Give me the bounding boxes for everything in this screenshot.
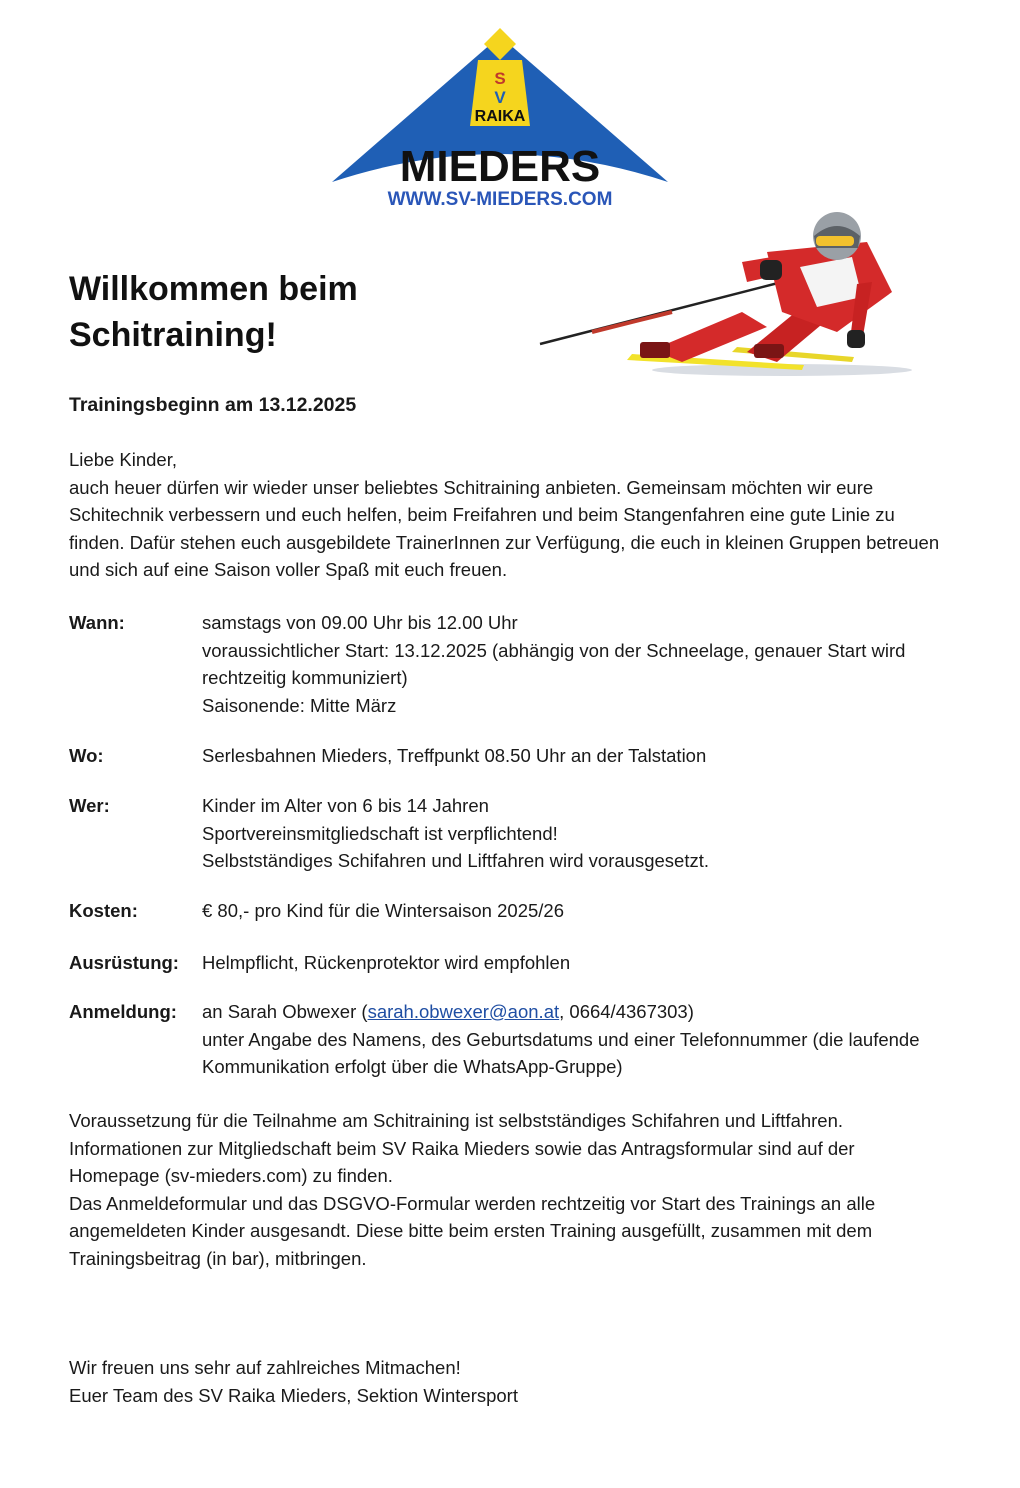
closing-line-2: Euer Team des SV Raika Mieders, Sektion Wintersport — [69, 1384, 518, 1406]
info-row-wer — [69, 792, 949, 876]
info-label-wer: Wer: — [69, 795, 110, 816]
skier-illustration — [532, 212, 912, 382]
info-label-kosten: Kosten: — [69, 900, 138, 921]
info-value-wer — [202, 792, 942, 875]
outro-section — [69, 1107, 949, 1272]
wann-line-3: Saisonende: Mitte März — [202, 694, 397, 716]
info-value-kosten — [202, 897, 942, 925]
wo-line-1: Serlesbahnen Mieders, Treffpunkt 08.50 Uhr an der Talstation — [202, 745, 707, 766]
info-value-ausruestung — [202, 949, 942, 977]
closing-section — [69, 1354, 949, 1409]
page-title — [69, 266, 358, 358]
anmeldung-line-1 — [202, 998, 942, 1026]
training-start-heading: Trainingsbeginn am 13.12.2025 — [69, 394, 357, 416]
info-value-anmeldung — [202, 998, 942, 1081]
info-label-anmeldung: Anmeldung: — [69, 1001, 177, 1022]
kosten-line-1: € 80,- pro Kind für die Wintersaison 2025/26 — [202, 900, 564, 921]
anmeldung-prefix: an Sarah Obwexer ( — [202, 1001, 368, 1022]
wer-line-2: Sportvereinsmitgliedschaft ist verpflichtend! — [202, 822, 558, 844]
title-line-1: Willkommen beim — [69, 270, 358, 308]
email-link[interactable]: sarah.obwexer@aon.at — [367, 1001, 560, 1022]
wer-line-3: Selbstständiges Schifahren und Liftfahren wird vorausgesetzt. — [202, 850, 709, 871]
anmeldung-line-2: unter Angabe des Namens, des Geburtsdatums und einer Telefonnummer (die laufende Kommunikation erfolgt über die WhatsApp-Gruppe) — [202, 1028, 920, 1077]
info-row-anmeldung — [69, 998, 949, 1082]
logo-name: MIEDERS — [399, 142, 601, 191]
intro-text: auch heuer dürfen wir wieder unser beliebtes Schitraining anbieten. Gemeinsam möchten wir eure Schitechnik verbessern und euch helfen, beim Freifahren und beim Stangenfahren eine gute Linie zu finden. Dafür stehen euch ausgebildete TrainerInnen zur Verfügung, die euch in kleinen Gruppen betreuen und sich auf eine Saison voller Spaß mit euch freuen. — [69, 476, 940, 580]
intro-section — [69, 446, 949, 584]
logo-url: WWW.SV-MIEDERS.COM — [387, 189, 613, 210]
logo-raika: RAIKA — [474, 108, 526, 125]
wann-line-2: voraussichtlicher Start: 13.12.2025 (abhängig von der Schneelage, genauer Start wird rechtzeitig kommuniziert) — [202, 639, 906, 688]
info-label-wo: Wo: — [69, 745, 104, 766]
logo-letter-v: V — [494, 88, 506, 107]
skier-icon — [532, 212, 912, 382]
info-label-ausruestung: Ausrüstung: — [69, 952, 179, 973]
outro-paragraph-1: Voraussetzung für die Teilnahme am Schitraining ist selbstständiges Schifahren und Liftfahren. — [69, 1110, 844, 1131]
outro-paragraph-3: Das Anmeldeformular und das DSGVO-Formular werden rechtzeitig vor Start des Trainings an alle angemeldeten Kinder ausgesandt. Diese bitte beim ersten Training ausgefüllt, zusammen mit dem Trainingsbeitrag (in bar), mitbringen. — [69, 1192, 876, 1269]
closing-line-1: Wir freuen uns sehr auf zahlreiches Mitmachen! — [69, 1357, 461, 1378]
greeting: Liebe Kinder, — [69, 449, 178, 470]
info-row-wo — [69, 742, 949, 770]
logo-letter-s: S — [494, 69, 506, 88]
info-row-kosten — [69, 897, 949, 925]
info-row-wann — [69, 609, 949, 719]
title-line-2: Schitraining! — [69, 316, 277, 354]
info-value-wo — [202, 742, 942, 770]
ausruestung-line-1: Helmpflicht, Rückenprotektor wird empfohlen — [202, 952, 571, 973]
outro-paragraph-2: Informationen zur Mitgliedschaft beim SV Raika Mieders sowie das Antragsformular sind auf der Homepage (sv-mieders.com) zu finden. — [69, 1137, 855, 1186]
info-row-ausruestung — [69, 949, 949, 977]
anmeldung-suffix: , 0664/4367303) — [559, 1001, 694, 1022]
club-logo-graphic — [330, 28, 670, 213]
wer-line-1: Kinder im Alter von 6 bis 14 Jahren — [202, 795, 489, 816]
info-label-wann: Wann: — [69, 612, 125, 633]
info-value-wann — [202, 609, 942, 719]
club-logo — [330, 28, 670, 213]
wann-line-1: samstags von 09.00 Uhr bis 12.00 Uhr — [202, 612, 518, 633]
